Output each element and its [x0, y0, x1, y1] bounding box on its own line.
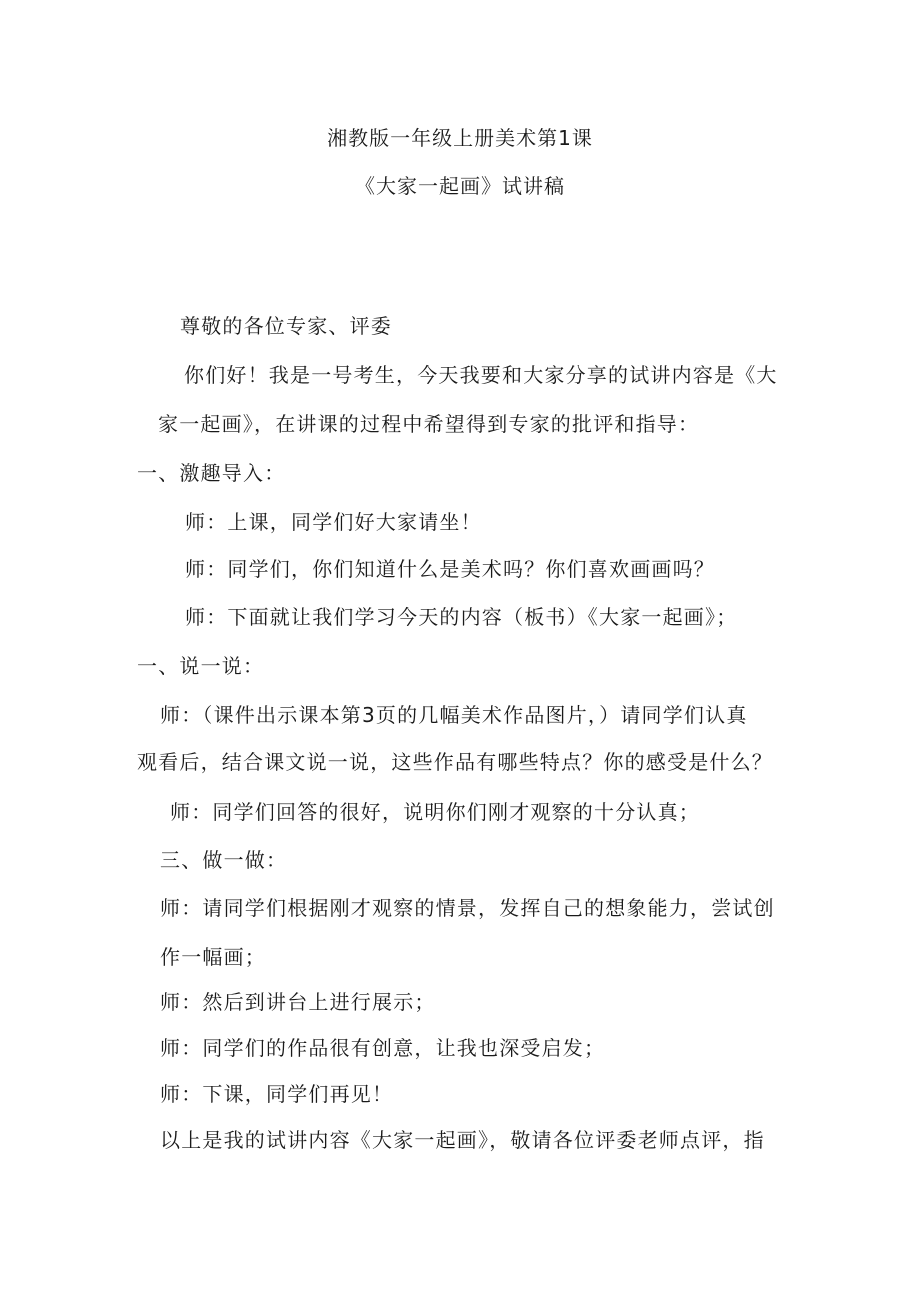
section-heading: 一、说一说： — [137, 654, 265, 678]
document-title: 湘教版一年级上册美术第1课 — [327, 126, 593, 150]
paragraph-line: 师：然后到讲台上进行展示； — [160, 990, 436, 1014]
closing-line: 以上是我的试讲内容《大家一起画》，敬请各位评委老师点评，指 — [160, 1128, 765, 1152]
document-subtitle: 《大家一起画》试讲稿 — [355, 174, 565, 198]
paragraph-line: 师：同学们回答的很好，说明你们刚才观察的十分认真； — [170, 800, 700, 824]
paragraph-line: 师：下课，同学们再见！ — [160, 1082, 394, 1106]
paragraph-line: 师：同学们的作品很有创意，让我也深受启发； — [160, 1036, 606, 1060]
paragraph-line: 师：下面就让我们学习今天的内容（板书）《大家一起画》； — [185, 605, 738, 629]
paragraph-line: 观看后，结合课文说一说，这些作品有哪些特点？你的感受是什么？ — [137, 750, 773, 774]
paragraph-line: 师：请同学们根据刚才观察的情景，发挥自己的想象能力，尝试创 — [160, 896, 775, 920]
paragraph-line: 师：同学们，你们知道什么是美术吗？你们喜欢画画吗？ — [185, 557, 715, 581]
section-heading: 一、激趣导入： — [137, 461, 286, 485]
paragraph-line: 师：（课件出示课本第3页的几幅美术作品图片，）请同学们认真 — [160, 703, 748, 727]
intro-line-1: 你们好！我是一号考生，今天我要和大家分享的试讲内容是《大 — [184, 363, 778, 387]
intro-line-2: 家一起画》，在讲课的过程中希望得到专家的批评和指导： — [158, 412, 700, 436]
paragraph-line: 作一幅画； — [160, 945, 266, 969]
section-heading: 三、做一做： — [160, 848, 288, 872]
paragraph-line: 师：上课，同学们好大家请坐！ — [185, 510, 482, 534]
greeting-line: 尊敬的各位专家、评委 — [180, 314, 392, 338]
